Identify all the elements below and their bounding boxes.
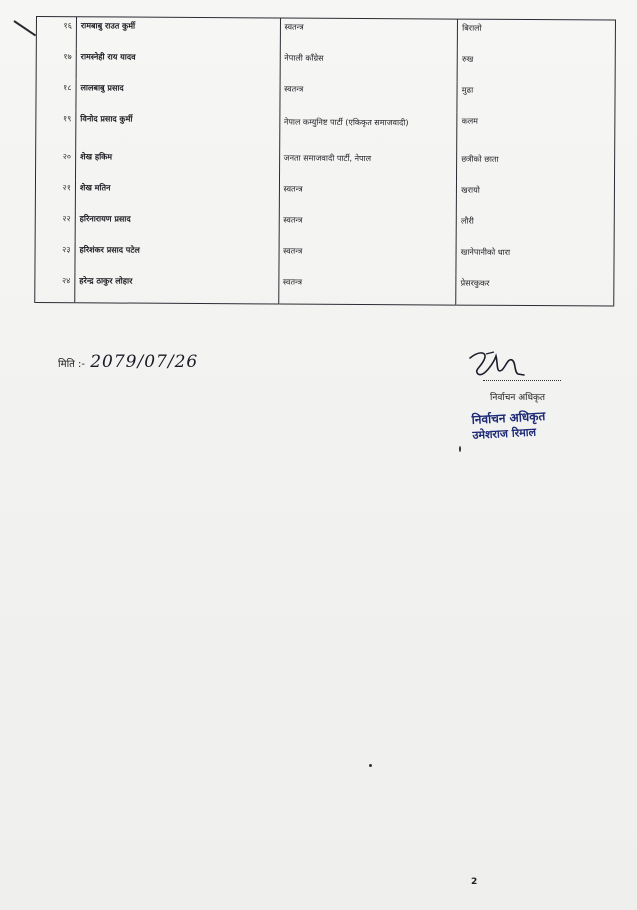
date-line xyxy=(58,352,198,372)
serial-number: २० xyxy=(36,148,76,179)
officer-title: निर्वाचन अधिकृत xyxy=(490,393,546,403)
candidate-name: हरिनारायण प्रसाद xyxy=(75,210,279,242)
candidate-name: लालबाबु प्रसाद xyxy=(76,79,280,111)
date-label: मिति :- xyxy=(58,359,86,370)
party-name: स्वतन्त्र xyxy=(279,211,457,243)
election-symbol: बिरालो xyxy=(458,19,616,51)
election-symbol: खरायो xyxy=(457,181,615,213)
official-stamp xyxy=(471,408,546,444)
date-value: 2079/07/26 xyxy=(90,352,199,372)
election-symbol: लौरी xyxy=(456,212,614,244)
table-row xyxy=(36,17,615,52)
serial-number: १९ xyxy=(36,110,76,148)
paper-speck xyxy=(459,446,461,452)
stamp-officer-name: उमेशराज रिमाल xyxy=(472,425,537,442)
table-row xyxy=(36,79,615,114)
serial-number: २३ xyxy=(35,240,75,271)
serial-number: २१ xyxy=(35,179,75,210)
party-name: स्वतन्त्र xyxy=(278,242,456,274)
party-name: स्वतन्त्र xyxy=(278,273,456,305)
paper-speck xyxy=(369,764,372,767)
signature-line xyxy=(483,380,561,381)
party-name: स्वतन्त्र xyxy=(280,18,458,50)
candidate-name: शेख मतिन xyxy=(75,179,279,211)
election-symbol: कलम xyxy=(457,112,615,151)
table-row xyxy=(35,209,614,244)
party-name: स्वतन्त्र xyxy=(279,180,457,212)
table-row xyxy=(36,110,615,152)
candidate-name: रामबाबु राउत कुर्मी xyxy=(76,17,280,49)
election-symbol: रुख xyxy=(457,50,615,82)
serial-number: १६ xyxy=(36,17,76,48)
serial-number: २२ xyxy=(35,209,75,240)
election-symbol: खानेपानीको धारा xyxy=(456,243,614,275)
candidate-name: विनोद प्रसाद कुर्मी xyxy=(76,110,280,149)
page-number: 2 xyxy=(471,877,478,887)
election-symbol: मुढा xyxy=(457,81,615,113)
candidate-name: शेख हकिम xyxy=(75,148,279,180)
table-row xyxy=(35,271,614,306)
party-name: जनता समाजवादी पार्टी, नेपाल xyxy=(279,149,457,181)
candidate-name: रामस्नेही राय यादव xyxy=(76,48,280,80)
table-row xyxy=(35,240,614,275)
table-row xyxy=(36,148,615,183)
party-name: नेपाली काँग्रेस xyxy=(280,49,458,81)
party-name: नेपाल कम्युनिष्ट पार्टी (एकिकृत समाजवादी) xyxy=(279,111,457,150)
serial-number: २४ xyxy=(35,271,75,302)
candidate-name: हरेन्द्र ठाकुर लोहार xyxy=(75,272,279,304)
candidate-name: हरिशंकर प्रसाद पटेल xyxy=(75,241,279,273)
candidate-table xyxy=(34,16,616,307)
table-row xyxy=(35,179,614,214)
corner-pen-mark xyxy=(13,20,36,36)
election-symbol: प्रेसरकुकर xyxy=(456,274,614,306)
stamp-title: निर्वाचन अधिकृत xyxy=(471,409,546,427)
handwritten-signature xyxy=(466,348,526,384)
election-symbol: छत्रीको छाता xyxy=(457,150,615,182)
table-row xyxy=(36,48,615,83)
serial-number: १७ xyxy=(36,48,76,79)
party-name: स्वतन्त्र xyxy=(279,80,457,112)
serial-number: १८ xyxy=(36,79,76,110)
